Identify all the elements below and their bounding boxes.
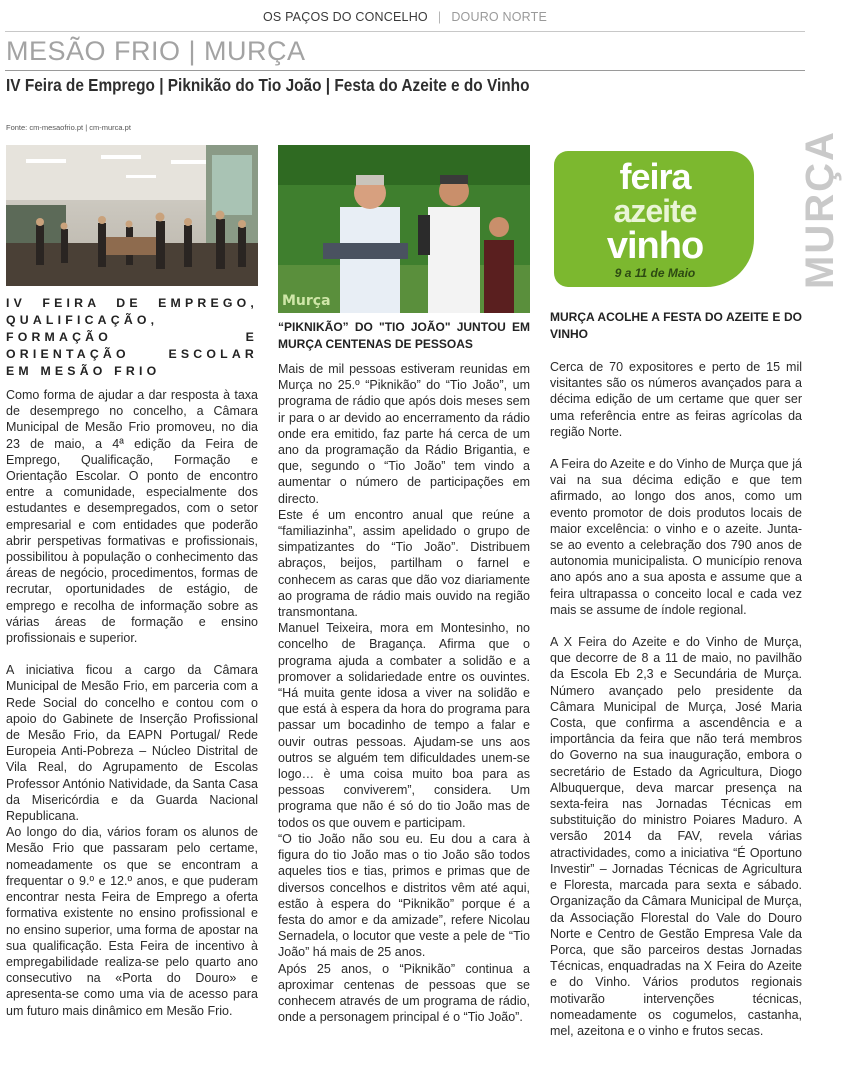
top-divider [5, 31, 805, 32]
article-1-title: IV FEIRA DE EMPREGO, QUALIFICAÇÃO, FORMAÇÃO E ORIENTAÇÃO ESCOLAR EM MESÃO FRIO [6, 296, 258, 378]
article-2-paragraph: Mais de mil pessoas estiveram reunidas em Murça no 25.º “Piknikão” do “Tio João”, um programa de rádio que após dois meses sem ir para o ar devido ao encerramento da rádio onde era emitido, faz parte há cerca de um ano da programação da Rádio Brigantia, e que, segundo o “Tio João” tem vindo a aumentar o número de participações em directo. [278, 362, 530, 506]
article-2-body [278, 361, 530, 1025]
article-1-paragraph: Como forma de ajudar a dar resposta à taxa de desemprego no concelho, a Câmara Municipal de Mesão Frio promoveu, no dia 23 de maio, a 4ª edição da Feira de Emprego, Qualificação, Formação e Orientação Escolar. O ponto de encontro entre a comunidade, especialmente dos estudantes e desempregados, com o setor empresarial e com entidades que poderão abrir perspetivas formativas e profissionais, possibilitou à população o conhecimento das áreas de negócio, procedimentos, formas de recrutar, oportunidades de estágio, de emprego e recolha de informação sobre as várias áreas de formação e ensino profissionais e superior. [6, 388, 258, 646]
article-column-3 [550, 130, 842, 1039]
logo-murca-vertical [756, 130, 842, 291]
article-2-paragraph: “O tio João não sou eu. Eu dou a cara à figura do tio João mas o tio João são todos aqueles tios e tias, primos e primas que de diversos concelhos e distritos vêm até aqui, estão à espera do “Piknikão” porque é a festa do amor e da amizade”, refere Nicolau Sernadela, o locutor que veste a pele de “Tio João” há mais de 25 anos. [278, 831, 530, 960]
logo-text [570, 156, 740, 280]
logo-place: MURÇA [798, 130, 842, 289]
page-headline: IV Feira de Emprego | Piknikão do Tio João | Festa do Azeite e do Vinho [6, 75, 530, 95]
header-section-douro: DOURO NORTE [451, 10, 548, 24]
section-title: MESÃO FRIO | MURÇA [6, 36, 306, 66]
feira-azeite-vinho-logo [550, 130, 842, 293]
section-divider [5, 70, 805, 71]
header-separator: | [437, 10, 442, 24]
article-1-body [6, 387, 258, 1019]
article-3-paragraph: Cerca de 70 expositores e perto de 15 mil visitantes são os números avançados para a décima edição de um certame que quer ser uma referência entre as feiras agrícolas da região Norte. [550, 360, 802, 439]
article-3-title: MURÇA ACOLHE A FESTA DO AZEITE E DO VINHO [550, 310, 802, 341]
article-1-paragraph: Ao longo do dia, vários foram os alunos de Mesão Frio que passaram pelo certame, nomeadamente os que se encontram a frequentar o 9.º e 12.º anos, e que puderam encontrar nesta Feira de Emprego a oferta formativa existente no ensino profissional e no ensino superior, uma forma de apostar na sua qualificação. Esta Feira de incentivo à empregabilidade realiza-se pelo quarto ano consecutivo na «Porta do Douro» e apresenta-se como uma via de acesso para um futuro mais dinâmico em Mesão Frio. [6, 825, 258, 1018]
article-3-body [550, 359, 802, 1039]
source-credit: Fonte: cm-mesaofrio.pt | cm-murca.pt [6, 123, 131, 132]
piknikao-photo [278, 145, 530, 313]
article-2-paragraph: Manuel Teixeira, mora em Montesinho, no concelho de Bragança. Afirma que o programa ajuda a combater a solidão e a promover a solidariedade entre os ouvintes. “Há muita gente idosa a viver na solidão e que está à espera da hora do programa para passar um bocadinho de tempo a falar e ouvir outras pessoas. Ajudam-se uns aos outros se alguém tem dificuldades unem-se logo… è uma coisa muito boa para as pessoas conviverem”, considera. Um programa que não é só do tio João mas de todos os que ouvem e participam. [278, 621, 530, 830]
logo-line-vinho: vinho [606, 225, 704, 267]
photo-watermark: Murça [282, 293, 331, 309]
article-3-paragraph: A Feira do Azeite e do Vinho de Murça que já vai na sua décima edição e que tem afirmado, ao longo dos anos, como um evento promotor de dois produtos locais de maior excelência: o vinho e o azeite. Junta-se ao evento a celebração dos 790 anos de autonomia municipalista. O município renova ano após ano a sua aposta e assume que a feira ultrapassa o conceito local e cada vez mais se assume de índole regional. [550, 457, 802, 617]
header-section-paços: OS PAÇOS DO CONCELHO [262, 10, 428, 24]
logo-dates: 9 a 11 de Maio [614, 266, 696, 280]
article-3-paragraph: A X Feira do Azeite e do Vinho de Murça, que decorre de 8 a 11 de maio, no pavilhão da Escola Eb 2,3 e Secundária de Murça. Número avançado pelo presidente da Câmara Municipal de Murça, José Maria Costa, que confirma a ascendência e a importância da feira que não terá membros do Governo na sua inauguração, embora o secretário de Estado da Agricultura, Diogo Albuquerque, deva marcar presença na sexta-feira nas Jornadas Técnicas em substituição do ministro Poiares Maduro. A versão 2014 da FAV, revela várias atractividades, como a iniciativa “É Oportuno Investir” – Jornadas Técnicas de Agricultura e Floresta, marcada para sexta e sábado. Organização da Câmara Municipal de Murça, da Associação Florestal do Vale do Douro Norte e Centro de Gestão Empresa Vale da Porca, que são parceiros destas Jornadas Técnicas, enquadradas na X Feira do Azeite e do Vinho. Vários produtos regionais motivarão intervenções técnicas, nomeadamente os cogumelos, castanha, mel, azeitona e o vinho e frutos secas. [550, 635, 802, 1038]
running-header [0, 10, 810, 24]
article-2-paragraph: Após 25 anos, o “Piknikão” continua a aproximar centenas de pessoas que se conhecem através de um programa de rádio, onde a personagem principal é o “Tio João”. [278, 961, 530, 1025]
logo-line-azeite: azeite [613, 193, 697, 229]
article-column-2 [278, 145, 530, 1025]
job-fair-photo [6, 145, 258, 286]
article-2-title: “PIKNIKÃO” DO "TIO JOÃO" JUNTOU EM MURÇA CENTENAS DE PESSOAS [278, 320, 530, 351]
logo-line-feira: feira [619, 156, 691, 197]
article-1-paragraph: A iniciativa ficou a cargo da Câmara Municipal de Mesão Frio, em parceria com a Rede Social do concelho e contou com o apoio do Gabinete de Inserção Profissional de Mesão Frio, da EAPN Portugal/ Rede Europeia Anti-Pobreza – Núcleo Distrital de Vila Real, do Agrupamento de Escolas Professor António Natividade, da Santa Casa da Misericórdia e da Guarda Nacional Republicana. [6, 663, 258, 824]
article-2-paragraph: Este é um encontro anual que reúne a “familiazinha”, assim apelidado o grupo de simpatizantes do “Tio João”. Distribuem abraços, beijos, partilham o farnel e conhecem as caras que dão voz diariamente ao programa de rádio mais ouvido na região transmontana. [278, 507, 530, 620]
article-column-1 [6, 145, 258, 1019]
